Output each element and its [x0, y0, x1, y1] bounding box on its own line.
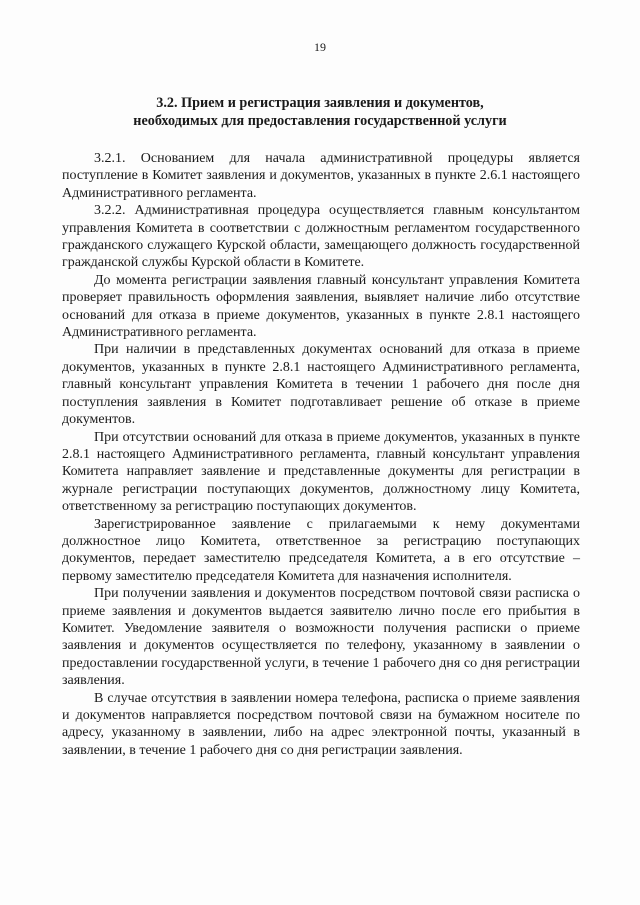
paragraph-no-refusal-grounds: При отсутствии оснований для отказа в приеме документов, указанных в пункте 2.8.1 настоящего Административного регламента, главный консультант управления Комитета направляет заявление и представленные документы для регистрации в журнале регистрации поступающих документов, должностному лицу Комитета, ответственному за регистрацию поступающих документов. [62, 429, 580, 515]
paragraph-pre-registration-check: До момента регистрации заявления главный консультант управления Комитета проверяет правильность оформления заявления, выявляет наличие либо отсутствие оснований для отказа в приеме документов, указанных в пункте 2.8.1 настоящего Административного регламента. [62, 272, 580, 341]
section-body [62, 150, 580, 759]
page-number: 19 [314, 40, 326, 54]
paragraph-3-2-1: 3.2.1. Основанием для начала административной процедуры является поступление в Комитет заявления и документов, указанных в пункте 2.6.1 настоящего Административного регламента. [62, 151, 580, 201]
section-heading [70, 94, 570, 130]
paragraph-refusal-grounds: При наличии в представленных документах оснований для отказа в приеме документов, указанных в пункте 2.8.1 настоящего Административного регламента, главный консультант управления Комитета в течении 1 рабочего дня после дня поступления заявления в Комитет подготавливает решение об отказе в приеме документов. [62, 342, 580, 428]
paragraph-no-phone-number: В случае отсутствия в заявлении номера телефона, расписка о приеме заявления и документов направляется посредством почтовой связи на бумажном носителе по адресу, указанному в заявлении, либо на адрес электронной почты, указанный в заявлении, в течение 1 рабочего дня со дня регистрации заявления. [62, 690, 580, 758]
paragraph-postal-receipt: При получении заявления и документов посредством почтовой связи расписка о приеме заявления и документов выдается заявителю лично после его прибытия в Комитет. Уведомление заявителя о возможности получения расписки о приеме заявления и документов осуществляется по телефону, указанному в заявлении о предоставлении государственной услуги, в течение 1 рабочего дня со дня регистрации заявления. [62, 586, 580, 689]
section-heading-line-2: необходимых для предоставления государственной услуги [133, 113, 507, 129]
section-heading-line-1: 3.2. Прием и регистрация заявления и документов, [156, 95, 484, 111]
paragraph-registered-application: Зарегистрированное заявление с прилагаемыми к нему документами должностное лицо Комитета, ответственное за регистрацию поступающих документов, передает заместителю председателя Комитета, а в его отсутствие – первому заместителю председателя Комитета для назначения исполнителя. [62, 516, 580, 584]
paragraph-3-2-2: 3.2.2. Административная процедура осуществляется главным консультантом управления Комитета в соответствии с должностным регламентом государственного гражданского служащего Курской области, замещающего должность государственной гражданской службы Курской области в Комитете. [62, 203, 580, 271]
